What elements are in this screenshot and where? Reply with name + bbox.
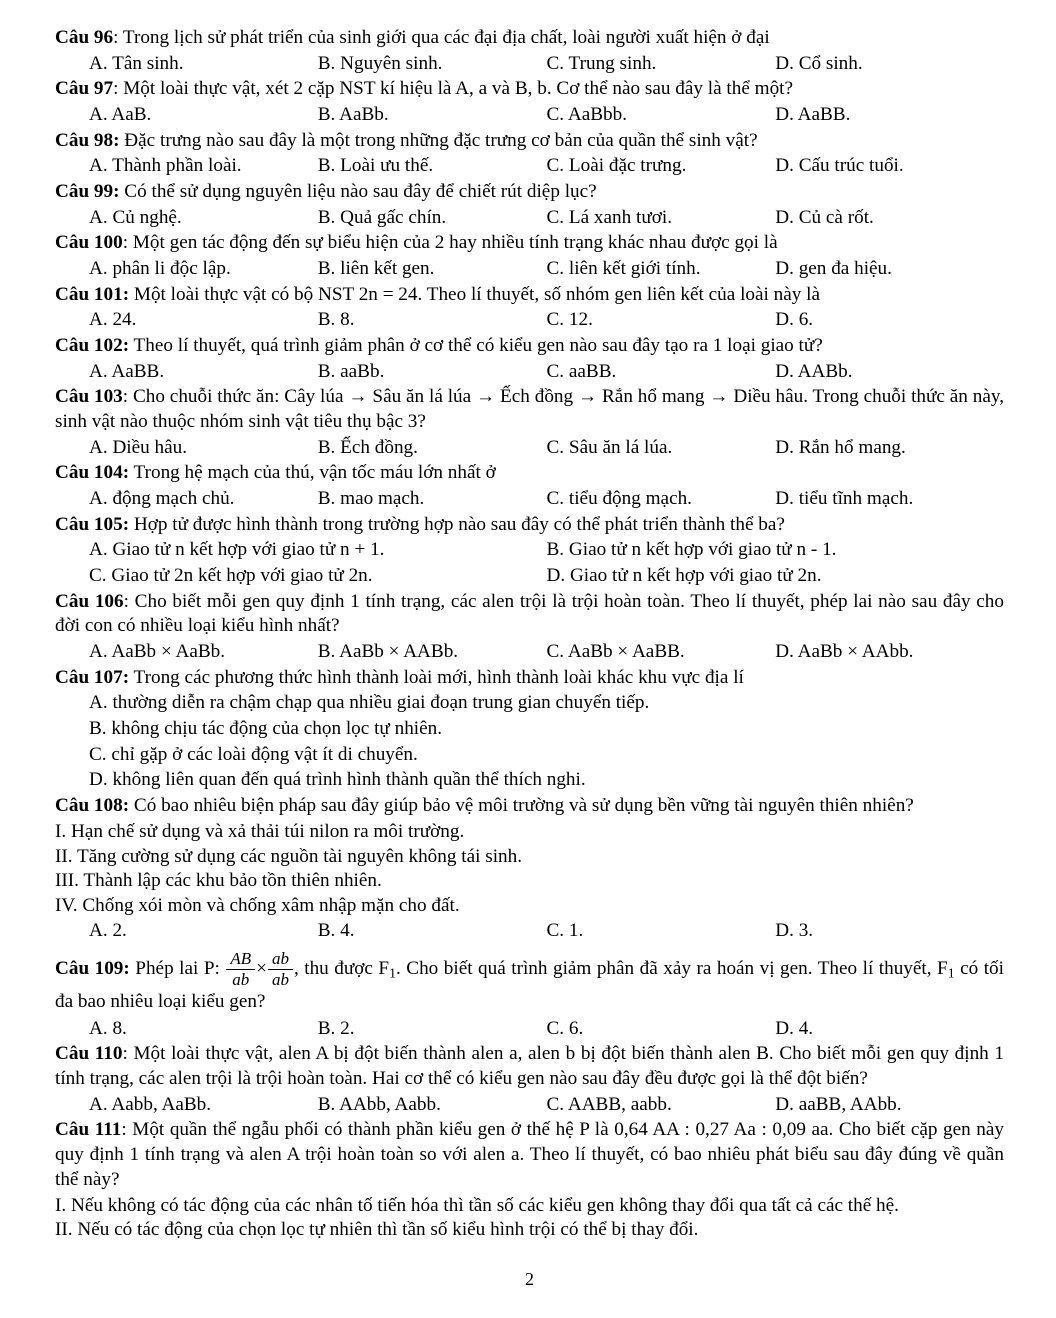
question-105 [55,513,1004,538]
question-101 [55,283,1004,308]
fraction-numerator: ab [268,950,293,970]
option-d[interactable]: D. 4. [775,1017,814,1039]
option-a[interactable]: A. thường diễn ra chậm chạp qua nhiều giai đoạn trung gian chuyển tiếp. [89,692,650,714]
fraction-ab-over-ab-2 [268,950,293,989]
option-a[interactable]: A. 2. [89,919,127,941]
fraction-ab-over-ab [226,950,255,989]
option-c[interactable]: C. AaBb × AaBB. [546,641,685,663]
option-b[interactable]: B. 2. [317,1017,355,1039]
option-c[interactable]: C. AaBbb. [546,104,627,126]
question-103 [55,385,1004,434]
question-99-label: Câu 99: [55,181,120,203]
question-108-options [55,919,1004,944]
question-108-label: Câu 108: [55,795,130,817]
question-108-stem: Có bao nhiêu biện pháp sau đây giúp bảo vệ môi trường và sử dụng bền vững tài nguyên thiên nhiên? [129,795,914,817]
option-d[interactable]: D. AaBb × AAbb. [775,641,914,663]
question-99 [55,180,1004,205]
question-107-label: Câu 107: [55,666,130,688]
question-110-label: Câu 110 [55,1043,123,1065]
option-d[interactable]: D. Cấu trúc tuổi. [775,155,904,177]
fraction-numerator: AB [226,950,255,970]
fraction-denominator: ab [232,970,250,990]
question-106-label: Câu 106 [55,590,124,612]
question-111-label: Câu 111 [55,1119,122,1141]
question-106 [55,590,1004,639]
question-100-sep: : [122,232,129,254]
question-96-stem: Trong lịch sử phát triển của sinh giới qua các đại địa chất, loài người xuất hiện ở đại [118,27,770,48]
question-110-options [55,1093,1004,1118]
question-106-options [55,640,1004,665]
question-105-options-row2 [55,564,1004,589]
option-c[interactable]: C. tiểu động mạch. [546,488,692,510]
question-109-subscript-1: 1 [389,965,396,981]
question-109-label: Câu 109: [55,957,130,979]
question-108-statement-3: III. Thành lập các khu bảo tồn thiên nhiên. [55,870,382,892]
option-b[interactable]: B. 8. [317,309,355,331]
question-105-label: Câu 105: [55,513,130,535]
question-97 [55,77,1004,102]
question-108-statement-4: IV. Chống xói mòn và chống xâm nhập mặn cho đất. [55,894,460,916]
option-d[interactable]: D. AABb. [775,360,853,382]
page-number: 2 [525,1268,534,1289]
option-a[interactable]: A. Thành phần loài. [89,155,242,177]
option-a[interactable]: A. phân li độc lập. [89,258,231,280]
option-c[interactable]: C. chỉ gặp ở các loài động vật ít di chuyển. [89,743,418,765]
option-c[interactable]: C. Lá xanh tươi. [546,206,673,228]
option-c[interactable]: C. Trung sinh. [546,52,657,74]
question-98 [55,129,1004,154]
question-107-options [55,691,1004,793]
multiplication-sign: × [256,957,267,979]
question-100 [55,231,1004,256]
question-104 [55,461,1004,486]
option-d[interactable]: D. 6. [775,309,814,331]
option-b[interactable]: B. Loài ưu thế. [317,155,434,177]
question-99-options [55,206,1004,231]
option-b[interactable]: B. Giao tử n kết hợp với giao tử n - 1. [546,539,837,561]
question-99-stem: Có thể sử dụng nguyên liệu nào sau đây để chiết rút diệp lục? [119,181,597,203]
option-a[interactable]: A. Tân sinh. [89,52,184,74]
question-109-stem-after-3: có tối đa bao nhiêu loại kiểu gen? [55,957,1004,1012]
option-a[interactable]: A. AaBB. [89,360,165,382]
question-98-stem: Đặc trưng nào sau đây là một trong những đặc trưng cơ bản của quần thể sinh vật? [119,129,758,151]
option-b[interactable]: B. Nguyên sinh. [317,52,443,74]
option-b[interactable]: B. Ếch đồng. [317,436,418,458]
question-102-stem: Theo lí thuyết, quá trình giảm phân ở cơ thể có kiểu gen nào sau đây tạo ra 1 loại giao tử? [129,335,823,357]
option-b[interactable]: B. AAbb, Aabb. [317,1093,441,1115]
option-a[interactable]: A. AaB. [89,104,152,126]
option-d[interactable]: D. không liên quan đến quá trình hình thành quần thể thích nghi. [89,769,586,791]
question-100-label: Câu 100 [55,232,123,254]
option-d[interactable]: D. Rắn hổ mang. [775,436,906,458]
question-109-stem-after: , thu được F [293,957,390,979]
question-105-stem: Hợp tử được hình thành trong trường hợp nào sau đây có thể phát triển thành thể ba? [129,513,785,535]
question-104-stem: Trong hệ mạch của thú, vận tốc máu lớn nhất ở [129,462,496,484]
question-110 [55,1042,1004,1091]
question-111-stem: Một quần thể ngẫu phối có thành phần kiểu gen ở thế hệ P là 0,64 AA : 0,27 Aa : 0,09 aa. Cho biết cặp gen này quy định 1 tính trạng và alen A trội hoàn toàn so với alen a. Theo lí thuyết, có bao nhiêu phát biểu sau đây đúng về quần thể này? [55,1119,1004,1190]
question-104-options [55,487,1004,512]
option-d[interactable]: D. Giao tử n kết hợp với giao tử 2n. [546,565,822,587]
question-100-options [55,257,1004,282]
question-96-options [55,52,1004,77]
option-a[interactable]: A. Aabb, AaBb. [89,1093,212,1115]
question-102-label: Câu 102: [55,335,130,357]
question-111-statement-2: II. Nếu có tác động của chọn lọc tự nhiên thì tần số kiểu hình trội có thể bị thay đổi. [55,1219,699,1241]
question-108 [55,794,1004,819]
option-b[interactable]: B. không chịu tác động của chọn lọc tự nhiên. [89,718,443,740]
question-106-sep: : [123,590,129,612]
question-111-sep: : [121,1119,127,1141]
option-a[interactable]: A. 24. [89,309,137,331]
question-101-stem: Một loài thực vật có bộ NST 2n = 24. Theo lí thuyết, số nhóm gen liên kết của loài này là [129,283,820,305]
option-c[interactable]: C. aaBB. [546,360,617,382]
option-b[interactable]: B. liên kết gen. [317,258,435,280]
question-109-subscript-2: 1 [947,965,955,981]
option-b[interactable]: B. mao mạch. [317,488,425,510]
option-b[interactable]: B. AaBb. [317,104,389,126]
option-d[interactable]: D. aaBB, AAbb. [775,1093,902,1115]
question-109 [55,950,1004,1015]
question-107-stem: Trong các phương thức hình thành loài mới, hình thành loài khác khu vực địa lí [129,666,744,688]
question-110-stem: Một loài thực vật, alen A bị đột biến thành alen a, alen b bị đột biến thành alen B. Cho biết mỗi gen quy định 1 tính trạng, các alen trội là trội hoàn toàn. Hai cơ thể có kiểu gen nào sau đây đều được gọi là thể đột biến? [55,1043,1004,1090]
option-c[interactable]: C. 6. [546,1017,584,1039]
option-a[interactable]: A. AaBb × AaBb. [89,641,226,663]
question-111-statement-1: I. Nếu không có tác động của các nhân tố tiến hóa thì tần số các kiểu gen không thay đổi qua tất cả các thế hệ. [55,1194,899,1216]
question-109-stem-before: Phép lai P: [129,957,226,979]
fraction-denominator: ab [271,970,289,990]
option-c[interactable]: C. liên kết giới tính. [546,258,701,280]
question-96-label: Câu 96 [55,27,114,48]
option-c[interactable]: C. Giao tử 2n kết hợp với giao tử 2n. [89,565,373,587]
option-d[interactable]: D. tiểu tĩnh mạch. [775,488,914,510]
option-c[interactable]: C. 12. [546,309,593,331]
question-103-stem: Cho chuỗi thức ăn: Cây lúa → Sâu ăn lá lúa → Ếch đồng → Rắn hổ mang → Diều hâu. Trong chuỗi thức ăn này, sinh vật nào thuộc nhóm sinh vật tiêu thụ bậc 3? [55,386,1004,433]
option-c[interactable]: C. AABB, aabb. [546,1093,672,1115]
question-98-label: Câu 98: [55,129,120,151]
question-97-label: Câu 97 [55,78,114,100]
option-d[interactable]: D. AaBB. [775,104,851,126]
question-96 [55,26,1004,51]
question-108-statement-1: I. Hạn chế sử dụng và xả thải túi nilon ra môi trường. [55,820,465,842]
option-d[interactable]: D. Củ cà rốt. [775,206,874,228]
option-b[interactable]: B. AaBb × AABb. [317,641,459,663]
question-104-label: Câu 104: [55,462,130,484]
question-109-stem-after-2: . Cho biết quá trình giảm phân đã xảy ra hoán vị gen. Theo lí thuyết, F [396,957,948,979]
question-101-options [55,308,1004,333]
option-a[interactable]: A. 8. [89,1017,127,1039]
question-103-sep: : [122,386,129,408]
option-d[interactable]: D. 3. [775,919,814,941]
option-b[interactable]: B. 4. [317,919,355,941]
question-102-options [55,360,1004,385]
question-108-statement-2: II. Tăng cường sử dụng các nguồn tài nguyên không tái sinh. [55,845,523,867]
question-103-options [55,436,1004,461]
question-103-label: Câu 103 [55,386,123,408]
option-b[interactable]: B. aaBb. [317,360,385,382]
question-100-stem: Một gen tác động đến sự biểu hiện của 2 hay nhiều tính trạng khác nhau được gọi là [128,232,778,254]
option-a[interactable]: A. Giao tử n kết hợp với giao tử n + 1. [89,539,385,561]
question-98-options [55,154,1004,179]
question-110-sep: : [122,1043,128,1065]
question-97-sep: : [113,78,119,100]
question-106-stem: Cho biết mỗi gen quy định 1 tính trạng, các alen trội là trội hoàn toàn. Theo lí thuyết, phép lai nào sau đây cho đời con có nhiều loại kiểu hình nhất? [55,590,1004,637]
question-105-options-row1 [55,538,1004,563]
question-107 [55,666,1004,691]
option-a[interactable]: A. động mạch chủ. [89,488,235,510]
question-102 [55,334,1004,359]
question-97-stem: Một loài thực vật, xét 2 cặp NST kí hiệu là A, a và B, b. Cơ thể nào sau đây là thể một? [118,78,794,100]
question-111 [55,1118,1004,1192]
option-d[interactable]: D. gen đa hiệu. [775,258,892,280]
option-a[interactable]: A. Diều hâu. [89,436,188,458]
option-d[interactable]: D. Cổ sinh. [775,52,863,74]
question-97-options [55,103,1004,128]
question-96-sep: : [113,27,119,48]
option-b[interactable]: B. Quả gấc chín. [317,206,447,228]
option-c[interactable]: C. 1. [546,919,584,941]
option-a[interactable]: A. Củ nghệ. [89,206,182,228]
question-109-options [55,1017,1004,1042]
option-c[interactable]: C. Sâu ăn lá lúa. [546,436,673,458]
question-101-label: Câu 101: [55,283,130,305]
option-c[interactable]: C. Loài đặc trưng. [546,155,687,177]
